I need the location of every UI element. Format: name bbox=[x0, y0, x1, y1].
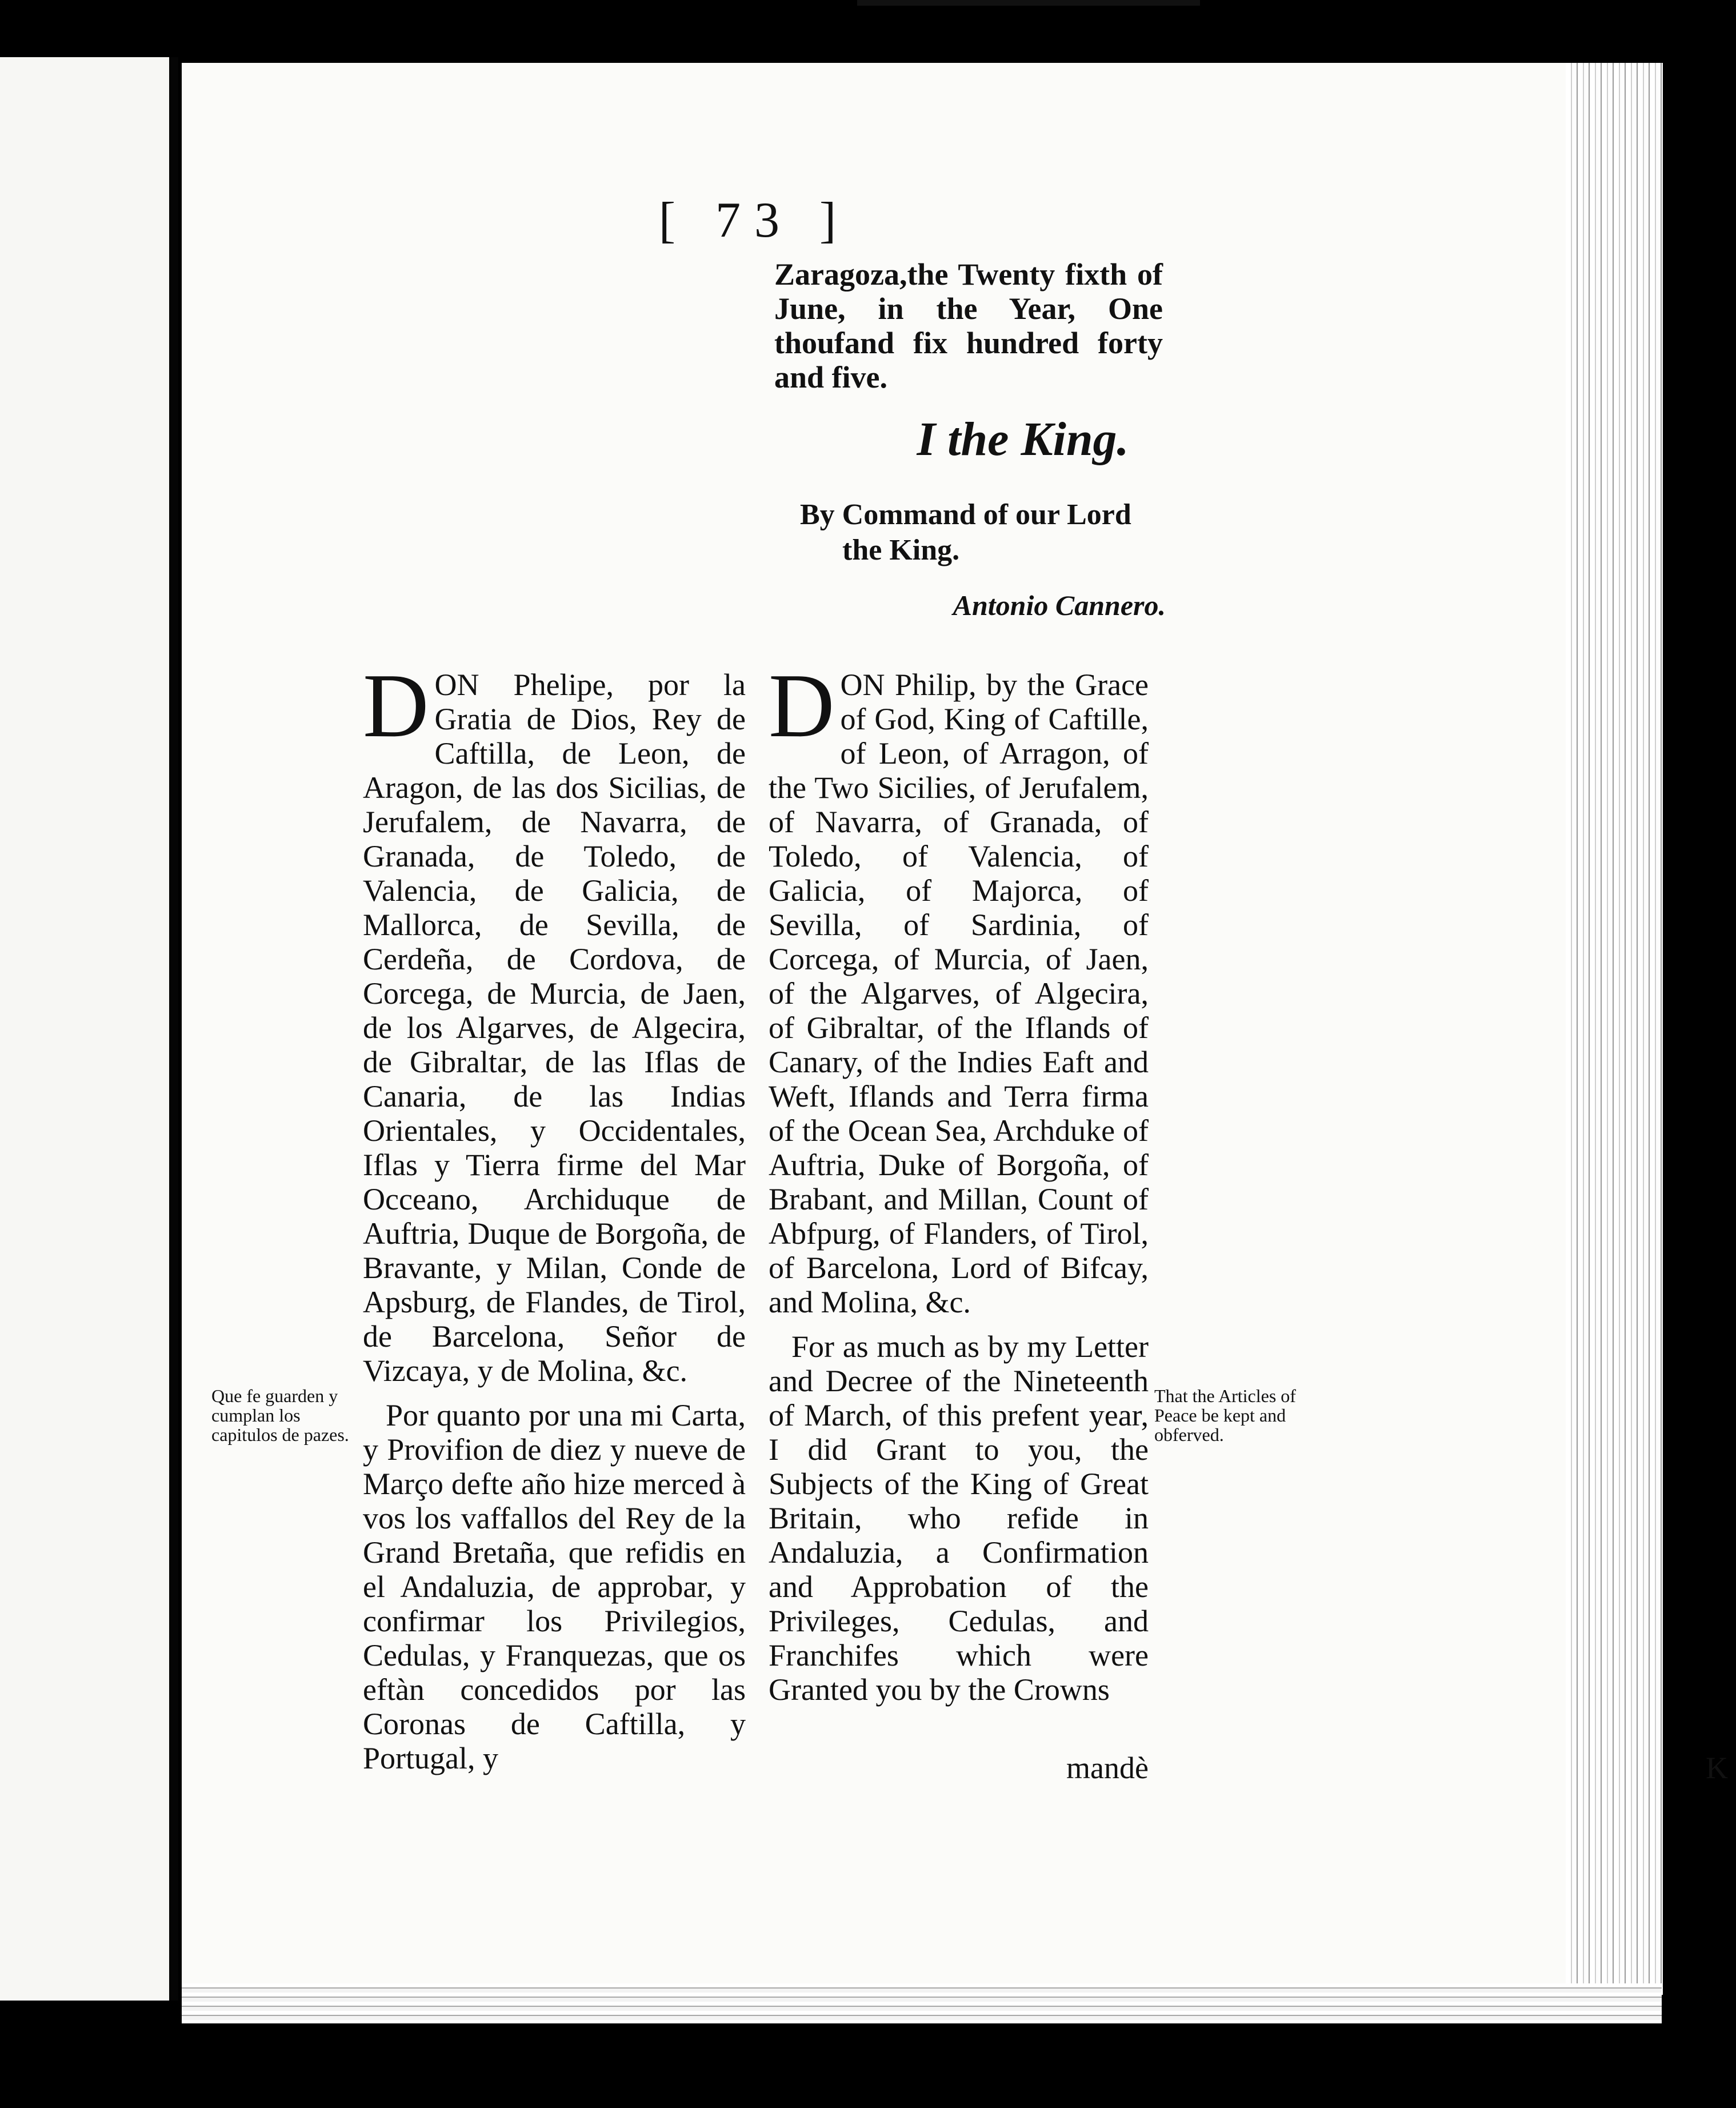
english-paragraph-1-text: ON Philip, by the Grace of God, King of Caftille, of Leon, of Arragon, of the Two Sicilies, of Jerufalem, of Navarra, of Granada, of Toledo, of Valencia, of Galicia, of Majorca, of Sevilla, of Sardinia, of Corcega, of Murcia, of Jaen, of the Algarves, of Algecira, of Gibraltar, of the Iflands of Canary, of the Indies Eaft and Weft, Iflands and Terra firma of the Ocean Sea, Archduke of Auftria, Duke of Borgoña, of Brabant, and Millan, Count of Abfpurg, of Flanders, of Tirol, of Barcelona, Lord of Bifcay, and Molina, &c. bbox=[769, 668, 1149, 1319]
command-block bbox=[800, 497, 1166, 568]
spanish-dropcap: D bbox=[363, 654, 429, 756]
english-dropcap: D bbox=[769, 654, 835, 756]
command-line-2: the King. bbox=[842, 534, 960, 566]
catchword: mandè bbox=[1066, 1751, 1149, 1785]
margin-note-english: That the Articles of Peace be kept and obferved. bbox=[1154, 1386, 1296, 1445]
margin-note-spanish: Que fe guarden y cumplan los capitulos de pazes. bbox=[211, 1386, 349, 1445]
date-block: Zaragoza,the Twenty fixth of June, in the Year, One thoufand fix hundred forty and five. bbox=[774, 257, 1163, 394]
facing-page-edge bbox=[0, 57, 171, 2001]
royal-signature: I the King. bbox=[917, 413, 1129, 466]
secretary-name: Antonio Cannero. bbox=[953, 589, 1166, 621]
spanish-column bbox=[363, 654, 746, 1775]
english-paragraph-1 bbox=[769, 654, 1149, 1319]
spanish-paragraph-1-text: ON Phelipe, por la Gratia de Dios, Rey de Caftilla, de Leon, de Aragon, de las dos Sicilias, de Jerufalem, de Navarra, de Granada, de Toledo, de Valencia, de Galicia, de Mallorca, de Sevilla, de Cerdeña, de Cordova, de Corcega, de Murcia, de Jaen, de los Algarves, de Algecira, de Gibraltar, de las Iflas de Canaria, de las Indias Orientales, y Occidentales, Iflas y Tierra firme del Mar Occeano, Archiduque de Auftria, Duque de Borgoña, de Bravante, y Milan, Conde de Apsburg, de Flandes, de Tirol, de Barcelona, Señor de Vizcaya, y de Molina, &c. bbox=[363, 668, 746, 1388]
page-stack-edge bbox=[1566, 63, 1663, 1995]
spanish-paragraph-2: Por quanto por una mi Carta, y Provifion de diez y nueve de Março defte año hize merced à vos los vaffallos del Rey de la Grand Bretaña, que refidis en el Andaluzia, de approbar, y confirmar los Privilegios, Cedulas, y Franquezas, que os eftàn concedidos por las Coronas de Caftilla, y Portugal, y bbox=[363, 1398, 746, 1775]
page-bottom-edge bbox=[182, 1983, 1662, 2023]
english-column bbox=[769, 654, 1149, 1707]
signature-mark: K bbox=[1706, 1751, 1728, 1785]
english-paragraph-2: For as much as by my Letter and Decree of the Nineteenth of March, of this prefent year, I did Grant to you, the Subjects of the King of Great Britain, who refide in Andaluzia, a Confirmation and Approbation of the Privileges, Cedulas, and Franchifes which were Granted you by the Crowns bbox=[769, 1330, 1149, 1707]
page-top-shadow bbox=[857, 0, 1200, 6]
command-line-1: By Command of our Lord bbox=[800, 498, 1131, 531]
book-gutter bbox=[169, 57, 178, 2001]
spanish-paragraph-1 bbox=[363, 654, 746, 1388]
page-number: [ 73 ] bbox=[658, 193, 850, 248]
